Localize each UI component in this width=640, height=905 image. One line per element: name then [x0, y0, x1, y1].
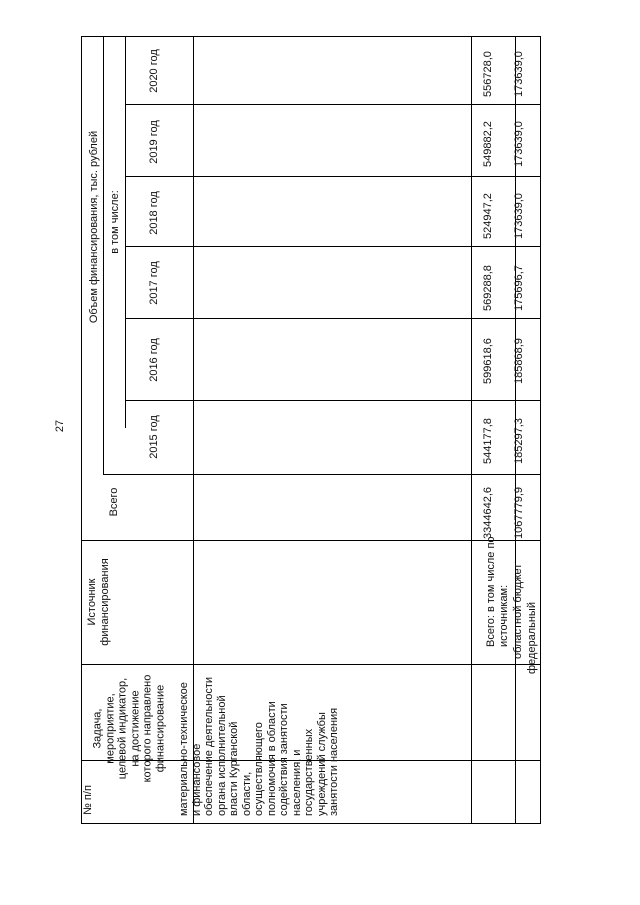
row-total-2015: 544177,8	[482, 418, 494, 464]
row-regional-2015: 185297,3	[513, 418, 525, 464]
col-sep-total	[103, 474, 541, 475]
col-sep-2015	[125, 400, 541, 401]
header-year-2018: 2018 год	[148, 191, 160, 235]
header-num: № п/п	[82, 785, 94, 815]
table-border-bottom	[81, 823, 541, 824]
header-year-2016: 2016 год	[148, 338, 160, 382]
col-sep-2017	[125, 246, 541, 247]
col-sep-source	[81, 540, 541, 541]
row-regional-2016: 185868,9	[513, 338, 525, 384]
table-border-top	[81, 36, 541, 37]
col-sep-task	[81, 664, 541, 665]
header-total: Всего	[108, 487, 120, 517]
task-description: материально-техническое и финансовое обеспечение деятельности органа исполнительной власти Курганской области, осуществляющего полномочия в области содействия занятости населения, и государственных учреждений службы занятости населения	[178, 676, 340, 816]
row-separator-1	[471, 36, 472, 824]
including-header-separator	[125, 36, 126, 428]
row-total-2019: 549882,2	[482, 121, 494, 167]
row-federal-source: федеральный	[526, 602, 538, 674]
volume-header-separator	[103, 36, 104, 474]
page-number: 27	[54, 419, 66, 433]
row-regional-2017: 175696,7	[513, 265, 525, 311]
row-total-2017: 569288,8	[482, 265, 494, 311]
row-total-source: Всего: в том числе по источникам:	[485, 536, 510, 647]
header-year-2015: 2015 год	[148, 415, 160, 459]
row-total-2016: 599618,6	[482, 338, 494, 384]
row-regional-2019: 173639,0	[513, 121, 525, 167]
header-year-2020: 2020 год	[148, 49, 160, 93]
row-total-2020: 556728,0	[482, 51, 494, 97]
col-sep-2016	[125, 318, 541, 319]
row-total-sum: 3344642,6	[482, 487, 494, 539]
table-border-right	[540, 36, 541, 824]
header-year-2017: 2017 год	[148, 261, 160, 305]
row-regional-source: областной бюджет	[512, 563, 524, 659]
table-border-left	[81, 36, 82, 824]
row-regional-sum: 1067779,9	[513, 487, 525, 539]
header-volume: Объем финансирования, тыс. рублей	[88, 130, 100, 324]
header-including: в том числе:	[109, 190, 121, 254]
header-source: Источник финансирования	[86, 558, 111, 646]
col-sep-2018	[125, 176, 541, 177]
row-regional-2018: 173639,0	[513, 193, 525, 239]
row-regional-2020: 173639,0	[513, 51, 525, 97]
header-year-2019: 2019 год	[148, 120, 160, 164]
header-task: Задача, мероприятие, целевой индикатор, на достижение которого направлено финансирование	[91, 674, 166, 783]
row-total-2018: 524947,2	[482, 193, 494, 239]
col-sep-2019	[125, 104, 541, 105]
